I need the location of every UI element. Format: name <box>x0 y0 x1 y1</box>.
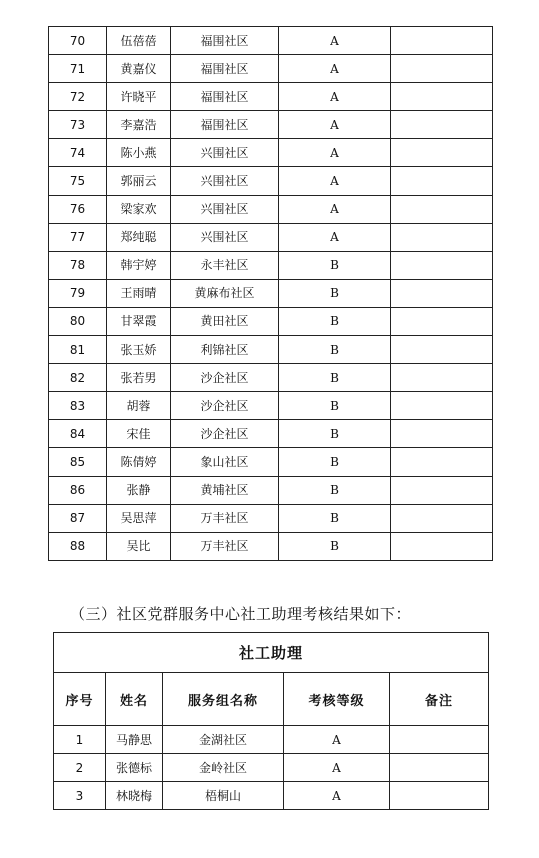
cell-note <box>391 392 493 420</box>
cell-grade: A <box>279 223 391 251</box>
cell-note <box>391 420 493 448</box>
assistant-table-body <box>54 633 489 810</box>
header-group: 服务组名称 <box>163 673 284 726</box>
cell-note <box>391 279 493 307</box>
cell-grade: B <box>279 251 391 279</box>
table-caption-row <box>54 633 489 673</box>
cell-note <box>391 448 493 476</box>
cell-no: 80 <box>49 307 107 335</box>
cell-group: 永丰社区 <box>171 251 279 279</box>
table-row <box>49 476 493 504</box>
table-row <box>49 420 493 448</box>
cell-grade: B <box>279 420 391 448</box>
cell-no: 85 <box>49 448 107 476</box>
cell-grade: A <box>279 55 391 83</box>
cell-no: 1 <box>54 726 106 754</box>
cell-name: 林晓梅 <box>106 782 163 810</box>
results-table-body <box>49 27 493 561</box>
cell-grade: A <box>284 754 390 782</box>
table-row <box>49 251 493 279</box>
cell-no: 3 <box>54 782 106 810</box>
cell-grade: A <box>279 195 391 223</box>
table-row <box>49 392 493 420</box>
cell-note <box>390 782 489 810</box>
cell-note <box>391 476 493 504</box>
header-name: 姓名 <box>106 673 163 726</box>
cell-note <box>391 504 493 532</box>
table-header-row <box>54 673 489 726</box>
cell-grade: B <box>279 307 391 335</box>
table-row <box>49 532 493 560</box>
section-heading: （三）社区党群服务中心社工助理考核结果如下： <box>70 605 412 623</box>
cell-group: 利锦社区 <box>171 336 279 364</box>
cell-grade: B <box>279 336 391 364</box>
cell-no: 70 <box>49 27 107 55</box>
cell-note <box>391 83 493 111</box>
cell-note <box>391 167 493 195</box>
cell-grade: B <box>279 364 391 392</box>
cell-grade: B <box>279 448 391 476</box>
cell-name: 许晓平 <box>107 83 171 111</box>
cell-note <box>391 195 493 223</box>
cell-note <box>391 307 493 335</box>
table-row <box>54 782 489 810</box>
cell-name: 张玉娇 <box>107 336 171 364</box>
cell-no: 2 <box>54 754 106 782</box>
cell-name: 陈小燕 <box>107 139 171 167</box>
cell-no: 77 <box>49 223 107 251</box>
cell-name: 韩宇婷 <box>107 251 171 279</box>
cell-group: 福围社区 <box>171 111 279 139</box>
table-row <box>49 195 493 223</box>
cell-name: 吴思萍 <box>107 504 171 532</box>
cell-group: 兴围社区 <box>171 195 279 223</box>
social-work-assistant-table <box>53 632 489 810</box>
table-row <box>54 726 489 754</box>
cell-no: 81 <box>49 336 107 364</box>
table-row <box>49 139 493 167</box>
cell-group: 福围社区 <box>171 27 279 55</box>
cell-note <box>391 364 493 392</box>
cell-group: 万丰社区 <box>171 504 279 532</box>
cell-note <box>391 532 493 560</box>
table-row <box>49 111 493 139</box>
cell-no: 82 <box>49 364 107 392</box>
cell-name: 吴比 <box>107 532 171 560</box>
cell-group: 金湖社区 <box>163 726 284 754</box>
cell-no: 83 <box>49 392 107 420</box>
cell-group: 兴围社区 <box>171 167 279 195</box>
cell-grade: A <box>284 782 390 810</box>
cell-no: 72 <box>49 83 107 111</box>
cell-no: 73 <box>49 111 107 139</box>
cell-name: 郑纯聪 <box>107 223 171 251</box>
cell-note <box>390 754 489 782</box>
table-row <box>49 448 493 476</box>
cell-grade: A <box>279 83 391 111</box>
cell-grade: A <box>279 167 391 195</box>
cell-group: 金岭社区 <box>163 754 284 782</box>
cell-grade: B <box>279 532 391 560</box>
cell-note <box>391 55 493 83</box>
cell-name: 李嘉浩 <box>107 111 171 139</box>
table-row <box>49 223 493 251</box>
cell-grade: A <box>279 139 391 167</box>
table-row <box>49 27 493 55</box>
header-grade: 考核等级 <box>284 673 390 726</box>
cell-name: 伍蓓蓓 <box>107 27 171 55</box>
cell-note <box>391 251 493 279</box>
cell-no: 78 <box>49 251 107 279</box>
cell-grade: B <box>279 476 391 504</box>
cell-group: 黄麻布社区 <box>171 279 279 307</box>
cell-no: 71 <box>49 55 107 83</box>
cell-no: 76 <box>49 195 107 223</box>
cell-note <box>391 223 493 251</box>
cell-name: 黄嘉仪 <box>107 55 171 83</box>
cell-group: 万丰社区 <box>171 532 279 560</box>
cell-group: 福围社区 <box>171 55 279 83</box>
cell-name: 张静 <box>107 476 171 504</box>
cell-group: 黄田社区 <box>171 307 279 335</box>
cell-group: 福围社区 <box>171 83 279 111</box>
cell-group: 沙企社区 <box>171 420 279 448</box>
table-row <box>49 279 493 307</box>
cell-note <box>391 139 493 167</box>
header-note: 备注 <box>390 673 489 726</box>
cell-group: 兴围社区 <box>171 223 279 251</box>
cell-name: 马静思 <box>106 726 163 754</box>
cell-grade: B <box>279 504 391 532</box>
cell-group: 黄埔社区 <box>171 476 279 504</box>
cell-note <box>391 336 493 364</box>
cell-no: 87 <box>49 504 107 532</box>
cell-name: 梁家欢 <box>107 195 171 223</box>
cell-no: 74 <box>49 139 107 167</box>
cell-name: 甘翠霞 <box>107 307 171 335</box>
header-no: 序号 <box>54 673 106 726</box>
table-caption: 社工助理 <box>54 633 489 673</box>
table-row <box>49 336 493 364</box>
cell-note <box>391 27 493 55</box>
cell-grade: B <box>279 392 391 420</box>
cell-group: 象山社区 <box>171 448 279 476</box>
cell-grade: B <box>279 279 391 307</box>
cell-no: 88 <box>49 532 107 560</box>
table-row <box>49 55 493 83</box>
table-row <box>54 754 489 782</box>
cell-grade: A <box>284 726 390 754</box>
cell-group: 沙企社区 <box>171 364 279 392</box>
cell-name: 陈倩婷 <box>107 448 171 476</box>
cell-name: 张德标 <box>106 754 163 782</box>
cell-name: 郭丽云 <box>107 167 171 195</box>
table-row <box>49 364 493 392</box>
cell-name: 宋佳 <box>107 420 171 448</box>
cell-note <box>391 111 493 139</box>
table-row <box>49 83 493 111</box>
cell-group: 梧桐山 <box>163 782 284 810</box>
results-table-continued <box>48 26 493 561</box>
cell-group: 兴围社区 <box>171 139 279 167</box>
cell-name: 张若男 <box>107 364 171 392</box>
cell-note <box>390 726 489 754</box>
table-row <box>49 167 493 195</box>
cell-no: 79 <box>49 279 107 307</box>
table-row <box>49 504 493 532</box>
cell-group: 沙企社区 <box>171 392 279 420</box>
cell-no: 84 <box>49 420 107 448</box>
cell-grade: A <box>279 111 391 139</box>
cell-grade: A <box>279 27 391 55</box>
cell-no: 75 <box>49 167 107 195</box>
table-row <box>49 307 493 335</box>
cell-no: 86 <box>49 476 107 504</box>
cell-name: 王雨晴 <box>107 279 171 307</box>
cell-name: 胡蓉 <box>107 392 171 420</box>
